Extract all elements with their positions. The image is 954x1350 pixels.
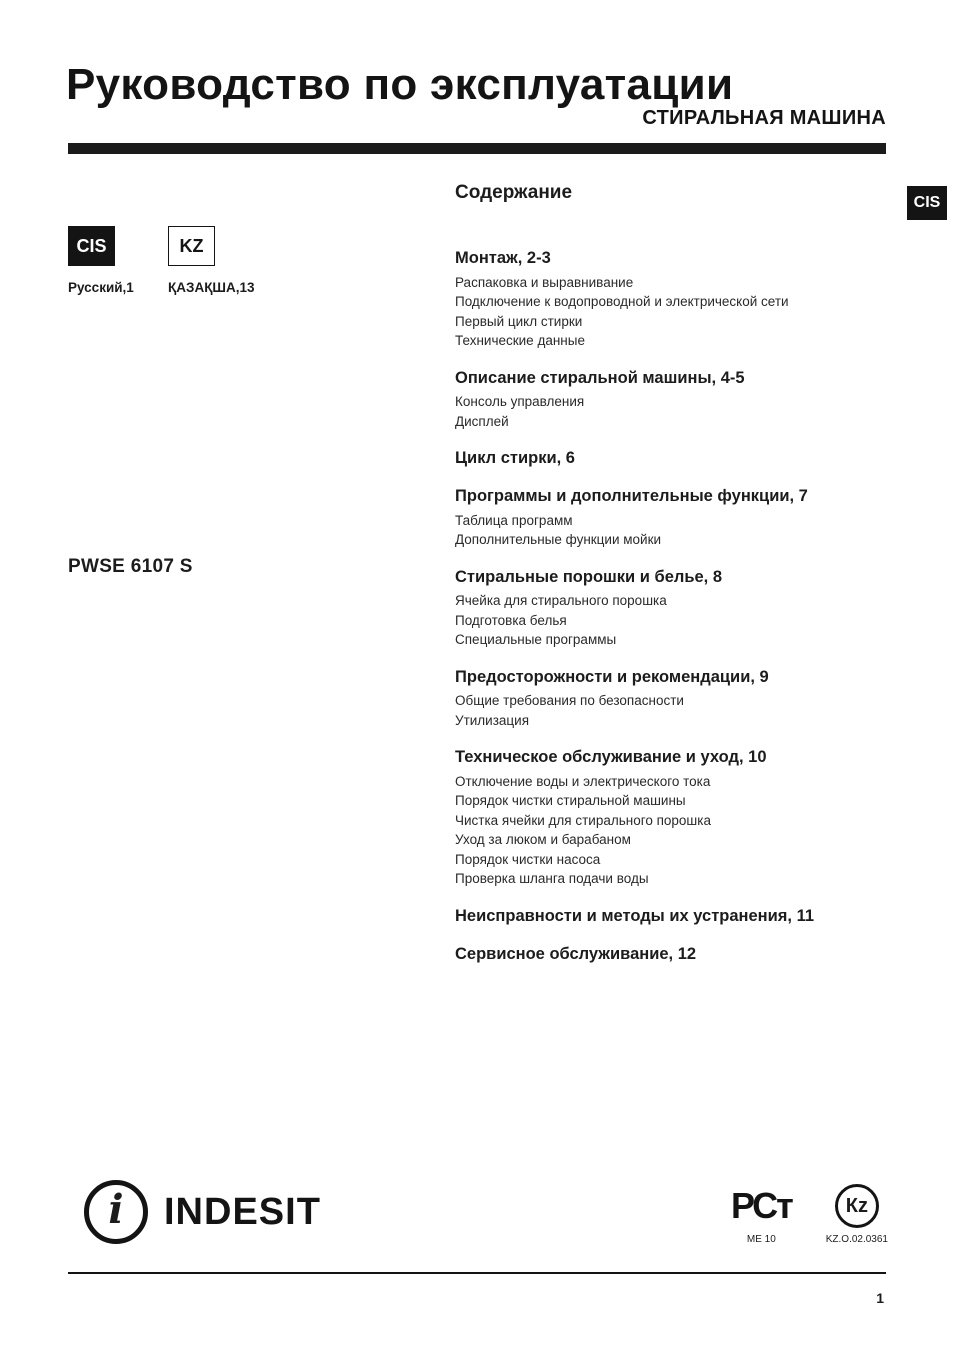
language-label-kazakh: ҚАЗАҚША,13 <box>168 280 255 295</box>
toc-section <box>455 486 891 550</box>
toc-section-items <box>455 392 891 431</box>
toc-item: Подключение к водопроводной и электрической сети <box>455 294 789 310</box>
language-badges <box>68 226 215 266</box>
toc-heading: Содержание <box>455 182 573 203</box>
toc-section <box>455 448 891 469</box>
toc-sections <box>455 248 891 964</box>
toc-item: Подготовка белья <box>455 612 567 628</box>
certification-marks <box>731 1184 888 1245</box>
page-subtitle: СТИРАЛЬНАЯ МАШИНА <box>642 107 886 129</box>
toc-item: Проверка шланга подачи воды <box>455 871 649 887</box>
footer-rule <box>68 1272 886 1274</box>
toc-item: Дисплей <box>455 413 509 429</box>
toc-item: Уход за люком и барабаном <box>455 832 631 848</box>
toc-item: Порядок чистки насоса <box>455 851 601 867</box>
toc-item: Дополнительные функции мойки <box>455 532 662 547</box>
table-of-contents <box>455 182 891 981</box>
toc-section-title: Стиральные порошки и белье, 8 <box>455 567 723 586</box>
toc-item: Первый цикл стирки <box>455 313 583 329</box>
toc-section <box>455 906 891 927</box>
toc-section-items <box>455 691 891 730</box>
toc-item: Таблица программ <box>455 512 573 528</box>
toc-item: Утилизация <box>455 712 529 728</box>
toc-section-title: Сервисное обслуживание, 12 <box>455 944 697 963</box>
kz-certification-logo-icon: Кz <box>835 1184 879 1228</box>
kz-certification-caption: KZ.O.02.0361 <box>825 1234 888 1245</box>
language-badge-kz: KZ <box>168 226 215 266</box>
rostest-caption: МЕ 10 <box>746 1234 776 1245</box>
toc-section <box>455 747 891 889</box>
language-label-russian: Русский,1 <box>68 280 134 295</box>
toc-item: Ячейка для стирального порошка <box>455 593 667 609</box>
toc-section-items <box>455 273 891 351</box>
toc-section-title: Программы и дополнительные функции, 7 <box>455 486 808 505</box>
rostest-logo-icon: РСт <box>730 1185 792 1226</box>
page-number: 1 <box>876 1290 884 1306</box>
toc-item: Общие требования по безопасности <box>455 693 684 709</box>
indesit-wordmark: INDESIT <box>164 1190 321 1233</box>
toc-section-title: Техническое обслуживание и уход, 10 <box>455 748 767 767</box>
header-rule <box>68 143 886 154</box>
toc-item: Отключение воды и электрического тока <box>455 773 711 789</box>
toc-section <box>455 567 891 650</box>
model-number: PWSE 6107 S <box>68 556 193 577</box>
rostest-certification <box>731 1184 792 1245</box>
toc-section-title: Монтаж, 2-3 <box>455 249 551 267</box>
toc-item: Технические данные <box>455 333 585 349</box>
toc-section <box>455 248 891 351</box>
toc-item: Порядок чистки стиральной машины <box>455 793 686 809</box>
toc-section-title: Описание стиральной машины, 4-5 <box>455 368 745 387</box>
toc-section <box>455 368 891 432</box>
toc-item: Специальные программы <box>455 632 617 648</box>
language-badge-cis: CIS <box>68 226 115 266</box>
kz-certification <box>826 1184 888 1245</box>
toc-section <box>455 667 891 731</box>
toc-section-title: Цикл стирки, 6 <box>455 449 575 468</box>
indesit-circle-i-icon <box>84 1180 148 1244</box>
toc-item: Распаковка и выравнивание <box>455 274 634 290</box>
toc-item: Чистка ячейки для стирального порошка <box>455 812 711 828</box>
toc-section <box>455 944 891 965</box>
indesit-logo <box>84 1180 321 1244</box>
side-region-badge: CIS <box>907 186 947 220</box>
page-title: Руководство по эксплуатации <box>66 60 734 110</box>
toc-section-items <box>455 772 891 889</box>
toc-section-items <box>455 591 891 650</box>
toc-section-title: Предосторожности и рекомендации, 9 <box>455 667 769 686</box>
toc-section-title: Неисправности и методы их устранения, 11 <box>455 906 815 925</box>
language-labels <box>68 280 255 295</box>
indesit-i-glyph: i <box>108 1186 124 1233</box>
toc-item: Консоль управления <box>455 394 585 410</box>
toc-section-items <box>455 511 891 550</box>
